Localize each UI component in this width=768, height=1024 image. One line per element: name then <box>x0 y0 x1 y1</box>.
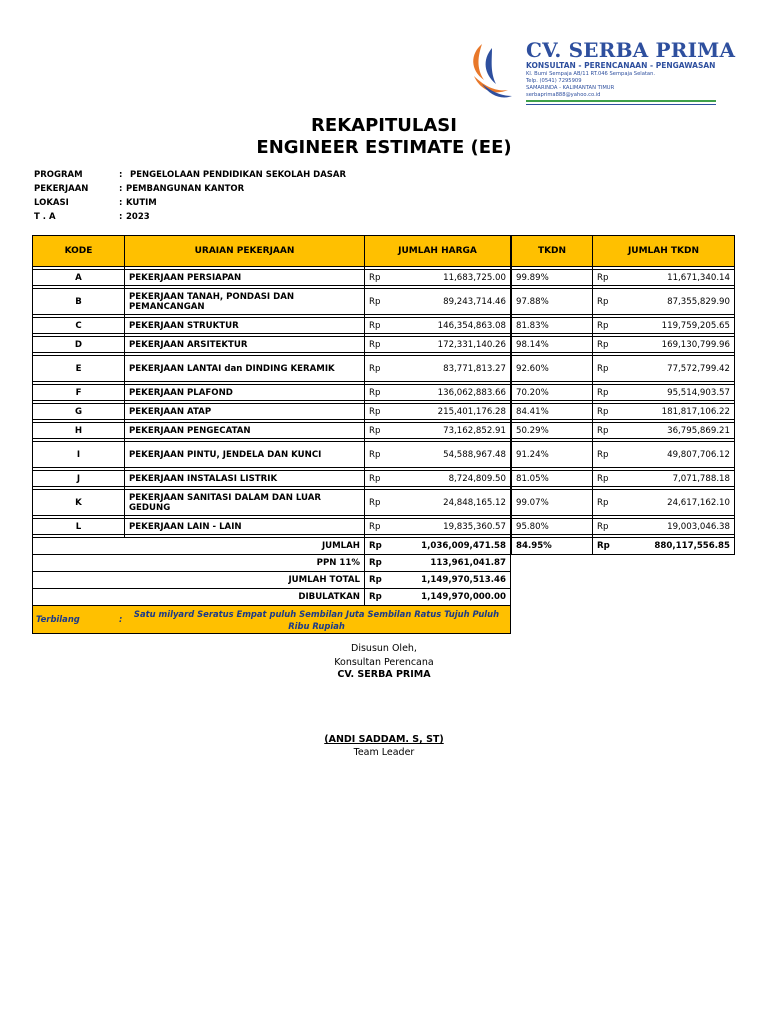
currency: Rp <box>365 471 387 487</box>
sum-value: 1,036,009,471.58 <box>387 538 511 555</box>
table-row <box>33 337 511 353</box>
row-desc: PEKERJAAN STRUKTUR <box>125 318 365 334</box>
row-code: F <box>33 385 125 401</box>
table-header-row <box>33 236 511 267</box>
table-row <box>33 519 511 535</box>
currency: Rp <box>593 442 615 468</box>
row-tkdn: 81.05% <box>512 471 593 487</box>
header-price: JUMLAH HARGA <box>365 236 511 267</box>
row-code: K <box>33 490 125 516</box>
row-price: 136,062,883.66 <box>387 385 511 401</box>
row-tkdn-total: 24,617,162.10 <box>615 490 735 516</box>
row-tkdn-total: 169,130,799.96 <box>615 337 735 353</box>
info-colon: : <box>119 184 123 194</box>
row-desc: PEKERJAAN SANITASI DALAM DAN LUAR GEDUNG <box>125 490 365 516</box>
currency: Rp <box>365 442 387 468</box>
tkdn-sum-pct: 84.95% <box>512 538 593 555</box>
sum-value: 1,149,970,513.46 <box>387 572 511 589</box>
page-title: REKAPITULASI <box>311 115 457 136</box>
header-code: KODE <box>33 236 125 267</box>
row-code: C <box>33 318 125 334</box>
currency: Rp <box>365 318 387 334</box>
sum-row-ppn <box>33 555 511 572</box>
row-price: 215,401,176.28 <box>387 404 511 420</box>
info-value: PEMBANGUNAN KANTOR <box>126 184 245 194</box>
row-tkdn-total: 77,572,799.42 <box>615 356 735 382</box>
row-tkdn-total: 11,671,340.14 <box>615 270 735 286</box>
sum-label: PPN 11% <box>33 555 365 572</box>
row-desc: PEKERJAAN PENGECATAN <box>125 423 365 439</box>
currency: Rp <box>593 519 615 535</box>
sum-label: JUMLAH TOTAL <box>33 572 365 589</box>
company-phone: Telp. (0541) 7295909 <box>526 78 582 84</box>
row-tkdn: 84.41% <box>512 404 593 420</box>
row-tkdn: 91.24% <box>512 442 593 468</box>
row-price: 19,835,360.57 <box>387 519 511 535</box>
row-price: 54,588,967.48 <box>387 442 511 468</box>
currency: Rp <box>365 490 387 516</box>
tkdn-row <box>512 337 735 353</box>
tkdn-row <box>512 270 735 286</box>
currency: Rp <box>593 471 615 487</box>
company-email: serbaprima888@yahoo.co.id <box>526 92 601 98</box>
sum-row-rounded <box>33 589 511 606</box>
signer-role: Konsultan Perencana <box>334 657 434 668</box>
row-desc: PEKERJAAN TANAH, PONDASI DAN PEMANCANGAN <box>125 289 365 315</box>
info-value: KUTIM <box>126 198 157 208</box>
estimate-table-body <box>33 267 511 538</box>
terbilang-colon: : <box>119 614 123 624</box>
info-key: LOKASI <box>34 198 69 208</box>
row-price: 73,162,852.91 <box>387 423 511 439</box>
row-tkdn: 81.83% <box>512 318 593 334</box>
currency: Rp <box>593 356 615 382</box>
row-price: 8,724,809.50 <box>387 471 511 487</box>
table-row <box>33 442 511 468</box>
tkdn-row <box>512 318 735 334</box>
terbilang-cell <box>33 606 511 634</box>
tkdn-row <box>512 423 735 439</box>
prepared-by: Disusun Oleh, <box>351 643 417 654</box>
info-value: 2023 <box>126 212 150 222</box>
table-row <box>33 289 511 315</box>
currency: Rp <box>593 423 615 439</box>
header-tkdn-total: JUMLAH TKDN <box>593 236 735 267</box>
row-tkdn: 99.07% <box>512 490 593 516</box>
table-row <box>33 471 511 487</box>
info-value: PENGELOLAAN PENDIDIKAN SEKOLAH DASAR <box>130 170 347 180</box>
company-city: SAMARINDA - KALIMANTAN TIMUR <box>526 85 615 91</box>
signer-position: Team Leader <box>353 747 415 758</box>
row-tkdn-total: 36,795,869.21 <box>615 423 735 439</box>
row-tkdn-total: 87,355,829.90 <box>615 289 735 315</box>
row-tkdn-total: 49,807,706.12 <box>615 442 735 468</box>
row-price: 83,771,813.27 <box>387 356 511 382</box>
tkdn-totals <box>512 538 735 555</box>
currency: Rp <box>593 404 615 420</box>
company-name: CV. SERBA PRIMA <box>526 38 736 62</box>
tkdn-row <box>512 519 735 535</box>
header-desc: URAIAN PEKERJAAN <box>125 236 365 267</box>
row-tkdn: 92.60% <box>512 356 593 382</box>
letterhead <box>462 38 736 108</box>
tkdn-table <box>511 235 735 555</box>
row-tkdn-total: 7,071,788.18 <box>615 471 735 487</box>
table-row <box>33 356 511 382</box>
currency: Rp <box>365 337 387 353</box>
tkdn-sum-value: 880,117,556.85 <box>615 538 735 555</box>
tkdn-row <box>512 442 735 468</box>
info-colon: : <box>119 198 123 208</box>
signer-company: CV. SERBA PRIMA <box>337 669 431 680</box>
row-desc: PEKERJAAN INSTALASI LISTRIK <box>125 471 365 487</box>
row-tkdn: 50.29% <box>512 423 593 439</box>
table-row <box>33 270 511 286</box>
row-price: 11,683,725.00 <box>387 270 511 286</box>
tkdn-row <box>512 471 735 487</box>
sum-label: JUMLAH <box>33 538 365 555</box>
row-desc: PEKERJAAN LANTAI dan DINDING KERAMIK <box>125 356 365 382</box>
row-desc: PEKERJAAN ARSITEKTUR <box>125 337 365 353</box>
page-subtitle: ENGINEER ESTIMATE (EE) <box>256 137 512 158</box>
tkdn-sum-row <box>512 538 735 555</box>
currency: Rp <box>593 289 615 315</box>
currency: Rp <box>365 270 387 286</box>
row-code: I <box>33 442 125 468</box>
currency: Rp <box>593 270 615 286</box>
currency: Rp <box>365 385 387 401</box>
sum-value: 1,149,970,000.00 <box>387 589 511 606</box>
row-tkdn: 99.89% <box>512 270 593 286</box>
header-tkdn: TKDN <box>512 236 593 267</box>
totals-section <box>33 538 511 634</box>
tkdn-row <box>512 404 735 420</box>
company-tagline: KONSULTAN - PERENCANAAN - PENGAWASAN <box>526 61 716 70</box>
tkdn-row <box>512 289 735 315</box>
currency: Rp <box>365 572 387 589</box>
terbilang-label: Terbilang <box>36 614 80 624</box>
terbilang-text: Satu milyard Seratus Empat puluh Sembilan Juta Sembilan Ratus Tujuh Puluh Ribu Rupiah <box>133 608 500 631</box>
row-code: L <box>33 519 125 535</box>
currency: Rp <box>593 318 615 334</box>
currency: Rp <box>365 589 387 606</box>
currency: Rp <box>593 385 615 401</box>
row-code: D <box>33 337 125 353</box>
row-code: H <box>33 423 125 439</box>
currency: Rp <box>365 289 387 315</box>
table-row <box>33 423 511 439</box>
currency: Rp <box>365 538 387 555</box>
currency: Rp <box>365 555 387 572</box>
estimate-table <box>32 235 511 634</box>
info-colon: : <box>119 212 123 222</box>
table-row <box>33 404 511 420</box>
letterhead-rule <box>526 100 716 102</box>
letterhead-rule <box>526 104 716 105</box>
row-price: 172,331,140.26 <box>387 337 511 353</box>
row-desc: PEKERJAAN ATAP <box>125 404 365 420</box>
sum-value: 113,961,041.87 <box>387 555 511 572</box>
signer-name: (ANDI SADDAM. S, ST) <box>324 734 444 745</box>
row-tkdn-total: 181,817,106.22 <box>615 404 735 420</box>
sum-label: DIBULATKAN <box>33 589 365 606</box>
row-tkdn: 70.20% <box>512 385 593 401</box>
table-row <box>33 318 511 334</box>
row-code: E <box>33 356 125 382</box>
info-colon: : <box>119 170 123 180</box>
row-price: 89,243,714.46 <box>387 289 511 315</box>
terbilang-row <box>33 606 511 634</box>
company-address: Kl. Bumi Sempaja AB/11 RT.046 Sempaja Selatan. <box>526 71 656 77</box>
row-price: 146,354,863.08 <box>387 318 511 334</box>
table-row <box>33 490 511 516</box>
currency: Rp <box>365 356 387 382</box>
row-tkdn: 98.14% <box>512 337 593 353</box>
currency: Rp <box>365 519 387 535</box>
row-tkdn-total: 19,003,046.38 <box>615 519 735 535</box>
row-price: 24,848,165.12 <box>387 490 511 516</box>
row-desc: PEKERJAAN LAIN - LAIN <box>125 519 365 535</box>
row-tkdn: 97.88% <box>512 289 593 315</box>
currency: Rp <box>593 490 615 516</box>
table-row <box>33 385 511 401</box>
info-key: PEKERJAAN <box>34 184 89 194</box>
row-code: G <box>33 404 125 420</box>
tkdn-row <box>512 356 735 382</box>
row-desc: PEKERJAAN PINTU, JENDELA DAN KUNCI <box>125 442 365 468</box>
currency: Rp <box>593 337 615 353</box>
tkdn-row <box>512 385 735 401</box>
currency: Rp <box>593 538 615 555</box>
row-tkdn-total: 95,514,903.57 <box>615 385 735 401</box>
row-code: J <box>33 471 125 487</box>
row-desc: PEKERJAAN PLAFOND <box>125 385 365 401</box>
tkdn-table-body <box>512 267 735 538</box>
company-logo-icon <box>462 40 522 104</box>
row-code: B <box>33 289 125 315</box>
row-tkdn: 95.80% <box>512 519 593 535</box>
info-key: PROGRAM <box>34 170 83 180</box>
row-code: A <box>33 270 125 286</box>
currency: Rp <box>365 404 387 420</box>
row-tkdn-total: 119,759,205.65 <box>615 318 735 334</box>
tkdn-header-row <box>512 236 735 267</box>
info-key: T . A <box>34 212 56 222</box>
tkdn-row <box>512 490 735 516</box>
sum-row-jumlah <box>33 538 511 555</box>
row-desc: PEKERJAAN PERSIAPAN <box>125 270 365 286</box>
currency: Rp <box>365 423 387 439</box>
sum-row-total <box>33 572 511 589</box>
